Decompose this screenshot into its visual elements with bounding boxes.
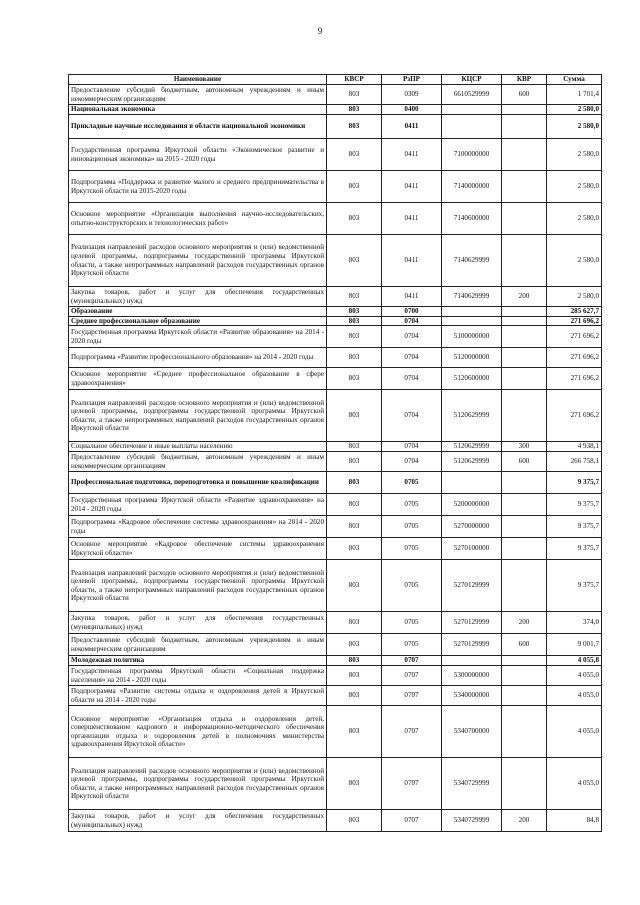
cell-name: Прикладные научные исследования в области национальной экономики bbox=[69, 115, 327, 139]
cell-name: Предоставление субсидий бюджетным, автономным учреждениям и иным некоммерческим организациям bbox=[69, 452, 327, 472]
table-header-row bbox=[69, 75, 602, 85]
table-row bbox=[69, 139, 602, 171]
table-row bbox=[69, 348, 602, 368]
cell-kvsr: 803 bbox=[327, 326, 382, 348]
cell-name: Закупка товаров, работ и услуг для обеспечения государственных (муниципальных) нужд bbox=[69, 612, 327, 634]
table-row bbox=[69, 494, 602, 516]
cell-kvr bbox=[502, 139, 547, 171]
cell-sum: 9 375,7 bbox=[547, 472, 602, 494]
cell-kvr bbox=[502, 348, 547, 368]
col-header-sum: Сумма bbox=[547, 75, 602, 85]
col-header-kvr: КВР bbox=[502, 75, 547, 85]
cell-sum: 2 580,0 bbox=[547, 105, 602, 115]
cell-kvsr: 803 bbox=[327, 115, 382, 139]
cell-kvr: 600 bbox=[502, 634, 547, 656]
cell-kcsr: 5340700000 bbox=[442, 706, 502, 758]
cell-kvr: 200 bbox=[502, 287, 547, 307]
cell-kcsr: 5200000000 bbox=[442, 494, 502, 516]
budget-table bbox=[68, 74, 602, 832]
cell-kvsr: 803 bbox=[327, 316, 382, 326]
cell-kvr: 600 bbox=[502, 85, 547, 105]
table-row bbox=[69, 666, 602, 686]
col-header-name: Наименование bbox=[69, 75, 327, 85]
table-row bbox=[69, 326, 602, 348]
cell-kvsr: 803 bbox=[327, 452, 382, 472]
cell-name: Закупка товаров, работ и услуг для обеспечения государственных (муниципальных) нужд bbox=[69, 287, 327, 307]
cell-rzpr: 0411 bbox=[382, 235, 442, 287]
cell-kcsr: 5100000000 bbox=[442, 326, 502, 348]
cell-kvr: 200 bbox=[502, 612, 547, 634]
cell-kvr bbox=[502, 105, 547, 115]
cell-kvsr: 803 bbox=[327, 85, 382, 105]
cell-kvsr: 803 bbox=[327, 235, 382, 287]
cell-name: Закупка товаров, работ и услуг для обеспечения государственных (муниципальных) нужд bbox=[69, 810, 327, 832]
cell-rzpr: 0411 bbox=[382, 203, 442, 235]
cell-rzpr: 0411 bbox=[382, 287, 442, 307]
cell-name: Профессиональная подготовка, переподготовка и повышение квалификации bbox=[69, 472, 327, 494]
cell-name: Реализация направлений расходов основного мероприятия и (или) ведомственной целевой программы, подпрограммы государственной программы Иркутской области, а также непрограммных направлений расходов государственных органов Иркутской области bbox=[69, 758, 327, 810]
cell-sum: 4 055,8 bbox=[547, 656, 602, 666]
cell-kcsr: 5120629999 bbox=[442, 442, 502, 452]
table-row bbox=[69, 706, 602, 758]
cell-rzpr: 0707 bbox=[382, 706, 442, 758]
cell-rzpr: 0705 bbox=[382, 494, 442, 516]
cell-kcsr: 5120629999 bbox=[442, 452, 502, 472]
cell-name: Молодежная политика bbox=[69, 656, 327, 666]
cell-rzpr: 0705 bbox=[382, 612, 442, 634]
cell-kvsr: 803 bbox=[327, 494, 382, 516]
col-header-kvsr: КВСР bbox=[327, 75, 382, 85]
cell-sum: 9 375,7 bbox=[547, 538, 602, 560]
cell-sum: 4 938,1 bbox=[547, 442, 602, 452]
cell-kvsr: 803 bbox=[327, 706, 382, 758]
cell-kcsr: 7140600000 bbox=[442, 203, 502, 235]
cell-rzpr: 0411 bbox=[382, 115, 442, 139]
cell-rzpr: 0704 bbox=[382, 390, 442, 442]
cell-sum: 1 701,4 bbox=[547, 85, 602, 105]
col-header-rzpr: РзПР bbox=[382, 75, 442, 85]
cell-name: Реализация направлений расходов основного мероприятия и (или) ведомственной целевой программы, подпрограммы государственной программы Иркутской области, а также непрограммных направлений расходов государственных органов Иркутской области bbox=[69, 560, 327, 612]
cell-kcsr bbox=[442, 105, 502, 115]
cell-kcsr bbox=[442, 472, 502, 494]
cell-sum: 2 580,0 bbox=[547, 171, 602, 203]
cell-kvsr: 803 bbox=[327, 538, 382, 560]
cell-name: Подпрограмма «Поддержка и развитие малого и среднего предпринимательства в Иркутской области на 2015-2020 годы bbox=[69, 171, 327, 203]
cell-rzpr: 0411 bbox=[382, 171, 442, 203]
cell-sum: 374,0 bbox=[547, 612, 602, 634]
cell-kvr bbox=[502, 203, 547, 235]
cell-name: Среднее профессиональное образование bbox=[69, 316, 327, 326]
table-row bbox=[69, 307, 602, 317]
cell-rzpr: 0705 bbox=[382, 538, 442, 560]
cell-kvr bbox=[502, 686, 547, 706]
cell-name: Государственная программа Иркутской области «Развитие здравоохранения» на 2014 - 2020 годы bbox=[69, 494, 327, 516]
cell-kvsr: 803 bbox=[327, 348, 382, 368]
cell-rzpr: 0411 bbox=[382, 139, 442, 171]
cell-kvr bbox=[502, 390, 547, 442]
cell-kcsr: 5300000000 bbox=[442, 666, 502, 686]
cell-name: Государственная программа Иркутской области «Социальная поддержка населения» на 2014 - 2020 годы bbox=[69, 666, 327, 686]
cell-sum: 4 055,0 bbox=[547, 758, 602, 810]
cell-rzpr: 0707 bbox=[382, 666, 442, 686]
cell-name: Государственная программа Иркутской области «Экономическое развитие и инновационная экономика» на 2015 - 2020 годы bbox=[69, 139, 327, 171]
cell-kcsr: 7140629999 bbox=[442, 287, 502, 307]
cell-name: Государственная программа Иркутской области «Развитие образования» на 2014 - 2020 годы bbox=[69, 326, 327, 348]
cell-sum: 4 055,0 bbox=[547, 686, 602, 706]
cell-name: Основное мероприятие «Организация отдыха и оздоровления детей, совершенствование кадрового и информационно-методического обеспечения организации отдыха и оздоровления детей в полномочиях министерства здравоохранения Иркутской области» bbox=[69, 706, 327, 758]
cell-kvsr: 803 bbox=[327, 307, 382, 317]
cell-sum: 2 580,0 bbox=[547, 235, 602, 287]
table-row bbox=[69, 171, 602, 203]
cell-name: Подпрограмма «Развитие профессионального образования» на 2014 - 2020 годы bbox=[69, 348, 327, 368]
cell-kvr bbox=[502, 516, 547, 538]
table-row bbox=[69, 115, 602, 139]
cell-sum: 2 580,0 bbox=[547, 115, 602, 139]
cell-name: Реализация направлений расходов основного мероприятия и (или) ведомственной целевой программы, подпрограммы государственной программы Иркутской области, а также непрограммных направлений расходов государственных органов Иркутской области bbox=[69, 235, 327, 287]
cell-kvr bbox=[502, 494, 547, 516]
cell-kcsr: 7140000000 bbox=[442, 171, 502, 203]
cell-kcsr: 5120600000 bbox=[442, 368, 502, 390]
cell-kvsr: 803 bbox=[327, 203, 382, 235]
cell-sum: 271 696,2 bbox=[547, 348, 602, 368]
cell-rzpr: 0704 bbox=[382, 442, 442, 452]
cell-rzpr: 0707 bbox=[382, 686, 442, 706]
cell-kvsr: 803 bbox=[327, 810, 382, 832]
cell-kvr bbox=[502, 706, 547, 758]
cell-kcsr: 5270129999 bbox=[442, 560, 502, 612]
cell-rzpr: 0707 bbox=[382, 656, 442, 666]
cell-sum: 9 375,7 bbox=[547, 516, 602, 538]
cell-kvsr: 803 bbox=[327, 758, 382, 810]
cell-kvr: 200 bbox=[502, 810, 547, 832]
cell-kcsr: 7140629999 bbox=[442, 235, 502, 287]
cell-rzpr: 0704 bbox=[382, 326, 442, 348]
cell-kcsr: 5340729999 bbox=[442, 758, 502, 810]
cell-kvsr: 803 bbox=[327, 442, 382, 452]
cell-sum: 271 696,2 bbox=[547, 326, 602, 348]
cell-rzpr: 0704 bbox=[382, 452, 442, 472]
cell-kcsr: 5120629999 bbox=[442, 390, 502, 442]
cell-kvsr: 803 bbox=[327, 560, 382, 612]
table-row bbox=[69, 368, 602, 390]
cell-sum: 271 696,2 bbox=[547, 316, 602, 326]
cell-kvr bbox=[502, 538, 547, 560]
cell-kvsr: 803 bbox=[327, 472, 382, 494]
cell-sum: 266 758,1 bbox=[547, 452, 602, 472]
cell-kvsr: 803 bbox=[327, 516, 382, 538]
cell-kvsr: 803 bbox=[327, 171, 382, 203]
cell-rzpr: 0704 bbox=[382, 368, 442, 390]
cell-name: Образование bbox=[69, 307, 327, 317]
cell-name: Национальная экономика bbox=[69, 105, 327, 115]
cell-kcsr: 5270100000 bbox=[442, 538, 502, 560]
cell-kcsr bbox=[442, 115, 502, 139]
table-row bbox=[69, 316, 602, 326]
cell-kcsr bbox=[442, 656, 502, 666]
cell-kvr bbox=[502, 115, 547, 139]
page-number: 9 bbox=[317, 26, 323, 36]
table-body bbox=[69, 85, 602, 832]
cell-kcsr: 5270129999 bbox=[442, 612, 502, 634]
cell-kvsr: 803 bbox=[327, 390, 382, 442]
cell-name: Предоставление субсидий бюджетным, автономным учреждениям и иным некоммерческим организациям bbox=[69, 85, 327, 105]
cell-kvr bbox=[502, 326, 547, 348]
cell-kvr bbox=[502, 560, 547, 612]
table-row bbox=[69, 442, 602, 452]
cell-sum: 9 001,7 bbox=[547, 634, 602, 656]
table-row bbox=[69, 85, 602, 105]
table-row bbox=[69, 235, 602, 287]
table-row bbox=[69, 105, 602, 115]
cell-kcsr bbox=[442, 316, 502, 326]
cell-kvr bbox=[502, 666, 547, 686]
cell-kvsr: 803 bbox=[327, 686, 382, 706]
cell-kcsr: 5270129999 bbox=[442, 634, 502, 656]
cell-kvr bbox=[502, 171, 547, 203]
table-row bbox=[69, 390, 602, 442]
cell-kvr bbox=[502, 307, 547, 317]
table-row bbox=[69, 560, 602, 612]
cell-kcsr: 5340729999 bbox=[442, 810, 502, 832]
table-row bbox=[69, 656, 602, 666]
cell-sum: 4 055,0 bbox=[547, 666, 602, 686]
table-row bbox=[69, 538, 602, 560]
cell-kcsr: 7100000000 bbox=[442, 139, 502, 171]
cell-rzpr: 0700 bbox=[382, 307, 442, 317]
cell-kvr bbox=[502, 235, 547, 287]
cell-rzpr: 0400 bbox=[382, 105, 442, 115]
cell-kcsr: 6610529999 bbox=[442, 85, 502, 105]
cell-sum: 4 055,0 bbox=[547, 706, 602, 758]
cell-sum: 271 696,2 bbox=[547, 368, 602, 390]
cell-sum: 271 696,2 bbox=[547, 390, 602, 442]
cell-rzpr: 0707 bbox=[382, 810, 442, 832]
cell-sum: 2 580,0 bbox=[547, 139, 602, 171]
table-row bbox=[69, 634, 602, 656]
table-row bbox=[69, 612, 602, 634]
cell-kcsr: 5270000000 bbox=[442, 516, 502, 538]
cell-kvsr: 803 bbox=[327, 612, 382, 634]
cell-kvsr: 803 bbox=[327, 666, 382, 686]
cell-name: Основное мероприятие «Среднее профессиональное образование в сфере здравоохранения» bbox=[69, 368, 327, 390]
cell-name: Подпрограмма «Кадровое обеспечение системы здравоохранения» на 2014 - 2020 годы bbox=[69, 516, 327, 538]
cell-name: Основное мероприятие «Организация выполнения научно-исследовательских, опытно-конструкторских и технологических работ» bbox=[69, 203, 327, 235]
cell-kvsr: 803 bbox=[327, 139, 382, 171]
cell-sum: 84,8 bbox=[547, 810, 602, 832]
cell-name: Подпрограмма «Развитие системы отдыха и оздоровления детей в Иркутской области на 2014 - 2020 годы bbox=[69, 686, 327, 706]
cell-rzpr: 0704 bbox=[382, 316, 442, 326]
cell-name: Основное мероприятие «Кадровое обеспечение системы здравоохранения Иркутской области» bbox=[69, 538, 327, 560]
cell-rzpr: 0705 bbox=[382, 516, 442, 538]
cell-rzpr: 0707 bbox=[382, 758, 442, 810]
cell-kvr: 600 bbox=[502, 452, 547, 472]
table-row bbox=[69, 203, 602, 235]
table-row bbox=[69, 452, 602, 472]
cell-rzpr: 0704 bbox=[382, 348, 442, 368]
cell-kvr bbox=[502, 316, 547, 326]
col-header-kcsr: КЦСР bbox=[442, 75, 502, 85]
cell-sum: 2 580,0 bbox=[547, 287, 602, 307]
table-row bbox=[69, 810, 602, 832]
cell-kcsr: 5120000000 bbox=[442, 348, 502, 368]
cell-kvsr: 803 bbox=[327, 368, 382, 390]
cell-kvr bbox=[502, 758, 547, 810]
cell-kvsr: 803 bbox=[327, 287, 382, 307]
cell-rzpr: 0705 bbox=[382, 634, 442, 656]
cell-name: Социальное обеспечение и иные выплаты населению bbox=[69, 442, 327, 452]
cell-kvr bbox=[502, 472, 547, 494]
cell-sum: 285 627,7 bbox=[547, 307, 602, 317]
cell-rzpr: 0705 bbox=[382, 560, 442, 612]
cell-kvr bbox=[502, 368, 547, 390]
cell-sum: 9 375,7 bbox=[547, 494, 602, 516]
cell-name: Предоставление субсидий бюджетным, автономным учреждениям и иным некоммерческим организациям bbox=[69, 634, 327, 656]
table-row bbox=[69, 472, 602, 494]
cell-kvsr: 803 bbox=[327, 634, 382, 656]
table-row bbox=[69, 758, 602, 810]
cell-name: Реализация направлений расходов основного мероприятия и (или) ведомственной целевой программы, подпрограммы государственной программы Иркутской области, а также непрограммных направлений расходов государственных органов Иркутской области bbox=[69, 390, 327, 442]
cell-rzpr: 0705 bbox=[382, 472, 442, 494]
cell-rzpr: 0309 bbox=[382, 85, 442, 105]
cell-kvr: 300 bbox=[502, 442, 547, 452]
cell-kcsr bbox=[442, 307, 502, 317]
cell-kvsr: 803 bbox=[327, 105, 382, 115]
cell-kcsr: 5340000000 bbox=[442, 686, 502, 706]
table-row bbox=[69, 287, 602, 307]
cell-sum: 2 580,0 bbox=[547, 203, 602, 235]
cell-kvr bbox=[502, 656, 547, 666]
table-row bbox=[69, 516, 602, 538]
table-row bbox=[69, 686, 602, 706]
cell-sum: 9 375,7 bbox=[547, 560, 602, 612]
cell-kvsr: 803 bbox=[327, 656, 382, 666]
